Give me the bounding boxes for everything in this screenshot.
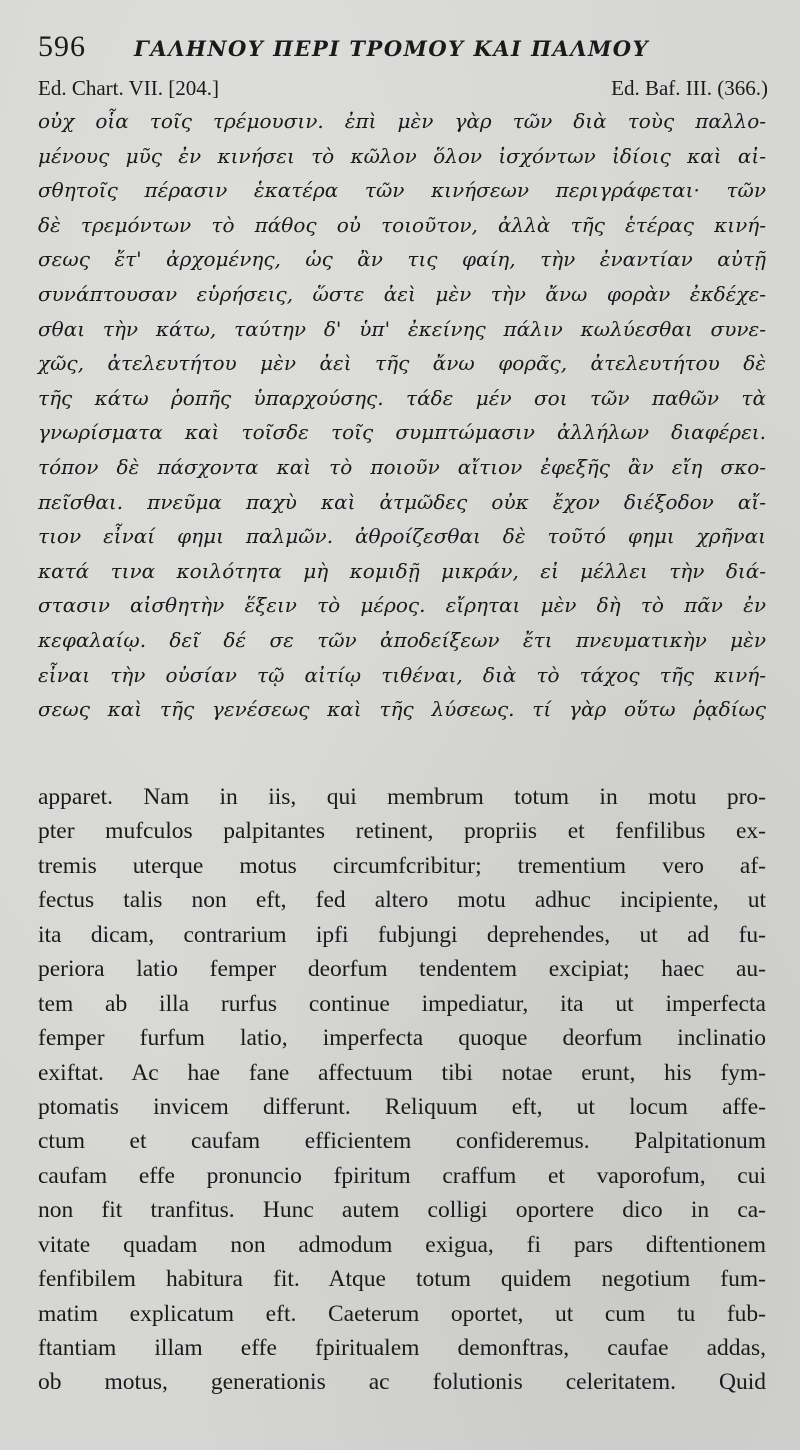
latin-line: tremis uterque motus circumfcribitur; trementium vero af- <box>38 852 766 879</box>
greek-line: οὐχ οἷα τοῖς τρέμουσιν. ἐπὶ μὲν γὰρ τῶν διὰ τοὺς παλλο- <box>38 109 766 133</box>
greek-line: χῶς, ἀτελευτήτου μὲν ἀεὶ τῆς ἄνω φορᾶς, ἀτελευτήτου δὲ <box>38 351 766 376</box>
latin-line: periora latio femper deorfum tendentem excipiat; haec au- <box>38 956 766 983</box>
latin-line: ptomatis invicem differunt. Reliquum eft, ut locum affe- <box>38 1093 766 1120</box>
greek-line: δὲ τρεμόντων τὸ πάθος οὐ τοιοῦτον, ἀλλὰ τῆς ἑτέρας κινή- <box>38 212 766 237</box>
latin-line: femper furfum latio, imperfecta quoque deorfum inclinatio <box>38 1025 766 1052</box>
latin-line: ob motus, generationis ac folutionis celeritatem. Quid <box>38 1369 766 1396</box>
latin-line: tem ab illa rurfus continue impediatur, ita ut imperfecta <box>38 990 766 1017</box>
greek-line: στασιν αἰσθητὴν ἕξειν τὸ μέρος. εἴρηται μὲν δὴ τὸ πᾶν ἐν <box>38 593 766 618</box>
greek-line: τιον εἶναί φημι παλμῶν. ἀθροίζεσθαι δὲ τοῦτό φημι χρῆναι <box>38 524 766 549</box>
running-head <box>38 30 768 66</box>
page-number: 596 <box>38 30 86 63</box>
latin-line: matim explicatum eft. Caeterum oportet, ut cum tu fub- <box>38 1300 766 1327</box>
latin-text-block <box>38 780 766 1400</box>
greek-line: μένους μῦς ἐν κινήσει τὸ κῶλον ὅλον ἰσχόντων ἰδίοις καὶ αἰ- <box>38 143 766 168</box>
latin-line: fenfibilem habitura fit. Atque totum quidem negotium fum- <box>38 1266 766 1293</box>
latin-line: vitate quadam non admodum exigua, fi pars diftentionem <box>38 1231 766 1258</box>
latin-line: exiftat. Ac hae fane affectuum tibi notae erunt, his fym- <box>38 1059 766 1086</box>
greek-line: σεως ἔτ' ἀρχομένης, ὡς ἂν τις φαίη, τὴν ἐναντίαν αὐτῇ <box>38 247 766 272</box>
greek-line: κατά τινα κοιλότητα μὴ κομιδῇ μικράν, εἰ μέλλει τὴν διά- <box>38 558 766 583</box>
latin-line: ctum et caufam efficientem confideremus. Palpitationum <box>38 1128 766 1155</box>
latin-line: caufam effe pronuncio fpiritum craffum et vaporofum, cui <box>38 1162 766 1189</box>
edition-reference-chart: Ed. Chart. VII. [204.] <box>38 76 219 100</box>
greek-line: σθαι τὴν κάτω, ταύτην δ' ὑπ' ἐκείνης πάλιν κωλύεσθαι συνε- <box>38 316 766 341</box>
latin-line: non fit tranfitus. Hunc autem colligi oportere dico in ca- <box>38 1197 766 1224</box>
running-title: ΓΑΛΗΝΟΥ ΠΕΡΙ ΤΡΟΜΟΥ ΚΑΙ ΠΑΛΜΟΥ <box>134 36 650 61</box>
greek-text-block <box>38 104 766 727</box>
greek-line: συνάπτουσαν εὑρήσεις, ὥστε ἀεὶ μὲν τὴν ἄνω φορὰν ἐκδέχε- <box>38 281 766 306</box>
greek-line: σθητοῖς πέρασιν ἑκατέρα τῶν κινήσεων περιγράφεται· τῶν <box>38 178 766 203</box>
latin-line: fectus talis non eft, fed altero motu adhuc incipiente, ut <box>38 887 766 914</box>
greek-line: εἶναι τὴν οὐσίαν τῷ αἰτίῳ τιθέναι, διὰ τὸ τάχος τῆς κινή- <box>38 662 766 687</box>
greek-line: γνωρίσματα καὶ τοῖσδε τοῖς συμπτώμασιν ἀλλήλων διαφέρει. <box>38 420 766 445</box>
latin-line: pter mufculos palpitantes retinent, propriis et fenfilibus ex- <box>38 818 766 845</box>
latin-line: ftantiam illam effe fpiritualem demonftras, caufae addas, <box>38 1335 766 1361</box>
latin-line: ita dicam, contrarium ipfi fubjungi deprehendes, ut ad fu- <box>38 921 766 948</box>
greek-line: τῆς κάτω ῥοπῆς ὑπαρχούσης. τάδε μέν σοι τῶν παθῶν τὰ <box>38 385 766 410</box>
edition-reference-basel: Ed. Baf. III. (366.) <box>611 76 768 100</box>
greek-line: τόπον δὲ πάσχοντα καὶ τὸ ποιοῦν αἴτιον ἐφεξῆς ἂν εἴη σκο- <box>38 454 766 479</box>
latin-line: apparet. Nam in iis, qui membrum totum in motu pro- <box>38 784 766 810</box>
greek-line: κεφαλαίῳ. δεῖ δέ σε τῶν ἀποδείξεων ἔτι πνευματικὴν μὲν <box>38 627 766 652</box>
edition-references <box>38 76 768 102</box>
greek-line: πεῖσθαι. πνεῦμα παχὺ καὶ ἀτμῶδες οὐκ ἔχον διέξοδον αἴ- <box>38 489 766 514</box>
greek-line: σεως καὶ τῆς γενέσεως καὶ τῆς λύσεως. τί γὰρ οὕτω ῥᾳδίως <box>38 697 766 722</box>
